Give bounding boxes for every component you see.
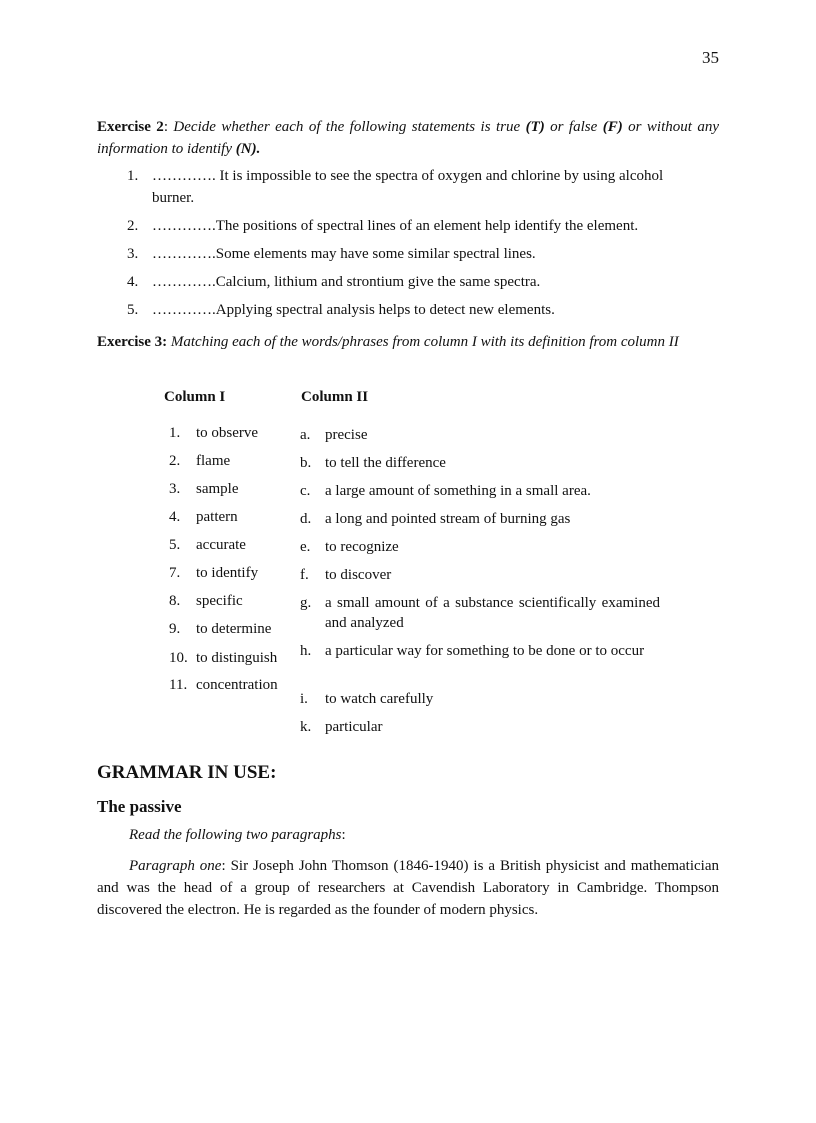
item-definition: a small amount of a substance scientifically examined and analyzed bbox=[325, 595, 660, 631]
column-2-item bbox=[300, 537, 660, 557]
item-number: 8. bbox=[169, 593, 181, 609]
item-text: sample bbox=[196, 481, 239, 497]
false-mark: (F) bbox=[602, 119, 623, 135]
column-2-item bbox=[300, 717, 660, 737]
column-1-header: Column I bbox=[164, 389, 226, 405]
statement-text: ………….The positions of spectral lines of an element help identify the element. bbox=[152, 218, 639, 234]
statement-text: ………….Applying spectral analysis helps to detect new elements. bbox=[152, 302, 555, 318]
column-2-header: Column II bbox=[301, 389, 369, 405]
item-definition: to discover bbox=[325, 567, 392, 583]
column-1-item bbox=[169, 425, 258, 442]
exercise-2-text-b: or false bbox=[544, 119, 603, 135]
column-1-item bbox=[169, 593, 243, 610]
column-1-item bbox=[169, 481, 239, 498]
paragraph-label: Paragraph one bbox=[129, 858, 222, 874]
column-1-item bbox=[169, 537, 246, 554]
column-2-item bbox=[300, 565, 660, 585]
reading-instruction bbox=[129, 827, 346, 844]
item-definition: a long and pointed stream of burning gas bbox=[325, 511, 571, 527]
grammar-heading: GRAMMAR IN USE: bbox=[97, 762, 277, 783]
statement-4 bbox=[127, 271, 719, 293]
item-number: 2. bbox=[169, 453, 181, 469]
column-1-item bbox=[169, 621, 271, 638]
column-2-item bbox=[300, 641, 660, 661]
item-number: 9. bbox=[169, 621, 181, 637]
item-number: 1. bbox=[169, 425, 181, 441]
statement-1 bbox=[127, 165, 719, 187]
paragraph-text: : Sir Joseph John Thomson (1846-1940) is a British physicist and mathematician and was the head of a group of researchers at Cavendish Laboratory in Cambridge. Thompson discovered the electron. He is regarded as the founder of modern physics. bbox=[97, 858, 719, 918]
statement-number: 4. bbox=[127, 274, 139, 290]
passive-subheading: The passive bbox=[97, 797, 182, 816]
column-2-item bbox=[300, 425, 660, 445]
item-number: 5. bbox=[169, 537, 181, 553]
item-definition: particular bbox=[325, 719, 383, 735]
item-definition: a particular way for something to be done or to occur bbox=[325, 643, 645, 659]
exercise-2-instruction bbox=[97, 116, 719, 160]
statement-number: 1. bbox=[127, 168, 139, 184]
item-letter: d. bbox=[300, 511, 312, 527]
column-1-item bbox=[169, 565, 258, 582]
item-text: concentration bbox=[196, 677, 278, 693]
statement-text: ………….Some elements may have some similar spectral lines. bbox=[152, 246, 536, 262]
statement-5 bbox=[127, 299, 719, 321]
item-definition: to watch carefully bbox=[325, 691, 434, 707]
reading-instruction-colon: : bbox=[341, 827, 346, 843]
item-letter: i. bbox=[300, 691, 308, 707]
exercise-2-text-c: or without any information to identify bbox=[97, 119, 719, 157]
item-text: flame bbox=[196, 453, 231, 469]
item-letter: a. bbox=[300, 427, 311, 443]
exercise-2-label: Exercise 2 bbox=[97, 119, 164, 135]
column-1-item bbox=[169, 453, 230, 470]
statement-text: …………. It is impossible to see the spectra of oxygen and chlorine by using alcohol bbox=[152, 168, 664, 184]
statement-number: 5. bbox=[127, 302, 139, 318]
page-number: 35 bbox=[702, 48, 719, 67]
item-letter: h. bbox=[300, 643, 312, 659]
exercise-3-label: Exercise 3: bbox=[97, 334, 168, 350]
column-1-item bbox=[169, 650, 277, 667]
exercise-2-text-a: Decide whether each of the following statements is true bbox=[173, 119, 526, 135]
statement-2 bbox=[127, 215, 719, 237]
column-2-item bbox=[300, 509, 660, 529]
item-number: 4. bbox=[169, 509, 181, 525]
statement-number: 3. bbox=[127, 246, 139, 262]
reading-instruction-text: Read the following two paragraphs bbox=[129, 827, 342, 843]
true-mark: (T) bbox=[525, 119, 545, 135]
item-definition: to tell the difference bbox=[325, 455, 446, 471]
item-letter: f. bbox=[300, 567, 309, 583]
item-text: pattern bbox=[196, 509, 238, 525]
item-text: to observe bbox=[196, 425, 259, 441]
item-letter: e. bbox=[300, 539, 311, 555]
exercise-3-instruction bbox=[97, 331, 719, 353]
column-2-item bbox=[300, 453, 660, 473]
item-definition: to recognize bbox=[325, 539, 399, 555]
item-text: specific bbox=[196, 593, 243, 609]
exercise-3-text: Matching each of the words/phrases from column I with its definition from column II bbox=[167, 334, 679, 350]
item-letter: g. bbox=[300, 595, 312, 611]
item-text: to distinguish bbox=[196, 650, 278, 666]
item-letter: b. bbox=[300, 455, 312, 471]
item-number: 10. bbox=[169, 650, 188, 666]
column-2-item bbox=[300, 689, 660, 709]
exercise-2-separator: : bbox=[163, 119, 174, 135]
item-text: to identify bbox=[196, 565, 259, 581]
statement-3 bbox=[127, 243, 719, 265]
none-mark: (N). bbox=[235, 141, 261, 157]
statement-number: 2. bbox=[127, 218, 139, 234]
column-2-item bbox=[300, 593, 660, 633]
item-text: to determine bbox=[196, 621, 272, 637]
paragraph-one bbox=[97, 855, 719, 921]
item-letter: c. bbox=[300, 483, 311, 499]
item-definition: precise bbox=[325, 427, 368, 443]
column-2-item bbox=[300, 481, 660, 501]
item-definition: a large amount of something in a small area. bbox=[325, 483, 591, 499]
item-number: 7. bbox=[169, 565, 181, 581]
column-1-item bbox=[169, 677, 278, 694]
statement-1-continuation: burner. bbox=[152, 190, 195, 206]
item-letter: k. bbox=[300, 719, 312, 735]
column-1-item bbox=[169, 509, 238, 526]
item-number: 3. bbox=[169, 481, 181, 497]
item-text: accurate bbox=[196, 537, 246, 553]
item-number: 11. bbox=[169, 677, 188, 693]
statement-text: ………….Calcium, lithium and strontium give the same spectra. bbox=[152, 274, 541, 290]
